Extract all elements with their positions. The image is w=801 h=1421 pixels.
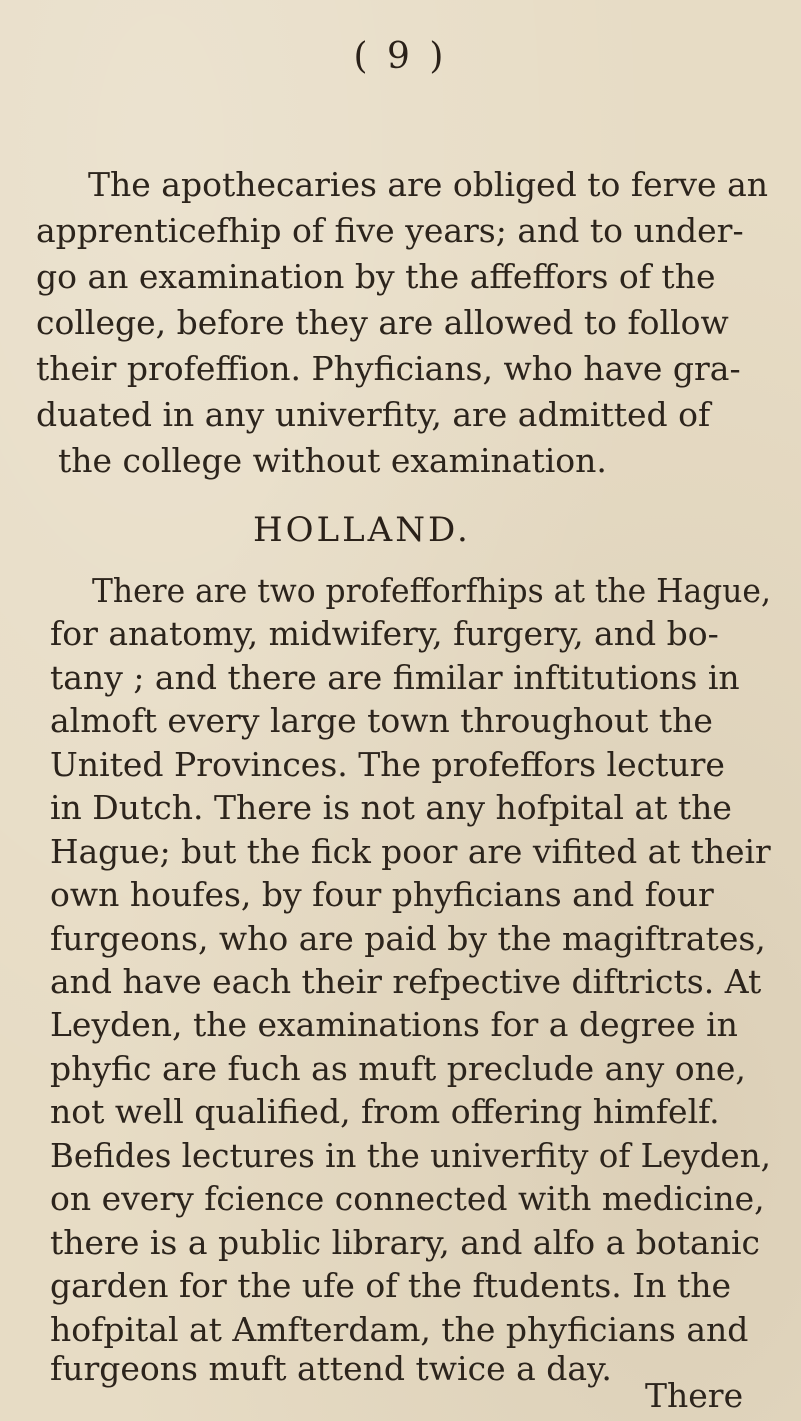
- text-line: and have each their refpective diftricts. At: [50, 962, 762, 1001]
- text-line: apprenticefhip of five years; and to under-: [36, 211, 744, 250]
- text-line: hofpital at Amfterdam, the phyficians and: [50, 1310, 749, 1349]
- text-line: duated in any univerfity, are admitted of: [36, 395, 711, 434]
- text-line: there is a public library, and alfo a botanic: [50, 1223, 760, 1262]
- text-line: garden for the ufe of the ftudents. In the: [50, 1266, 732, 1305]
- text-line: Hague; but the fick poor are vifited at their: [50, 832, 771, 871]
- catchword: There: [645, 1376, 744, 1415]
- text-line: Leyden, the examinations for a degree in: [50, 1005, 738, 1044]
- text-line: go an examination by the affeffors of the: [36, 257, 716, 296]
- text-line: on every fcience connected with medicine,: [50, 1179, 765, 1218]
- text-line: furgeons, who are paid by the magiftrates,: [50, 919, 766, 958]
- text-line: own houfes, by four phyficians and four: [50, 875, 714, 914]
- text-line: tany ; and there are fimilar inftitutions in: [50, 658, 740, 697]
- text-line: their profeffion. Phyficians, who have gra-: [36, 349, 741, 388]
- text-line: Befides lectures in the univerfity of Leyden,: [50, 1136, 771, 1175]
- text-line: United Provinces. The profeffors lecture: [50, 745, 725, 784]
- text-line: There are two profefforfhips at the Hague,: [92, 571, 771, 610]
- text-line: college, before they are allowed to follow: [36, 303, 729, 342]
- text-line: for anatomy, midwifery, furgery, and bo-: [50, 614, 719, 653]
- text-line: furgeons muft attend twice a day.: [50, 1349, 612, 1388]
- text-line: The apothecaries are obliged to ferve an: [88, 165, 768, 204]
- text-line: in Dutch. There is not any hofpital at the: [50, 788, 732, 827]
- page-number: ( 9 ): [353, 36, 448, 77]
- section-heading: HOLLAND.: [253, 510, 471, 550]
- text-line: not well qualified, from offering himfelf.: [50, 1092, 720, 1131]
- text-line: the college without examination.: [58, 441, 607, 480]
- text-line: almoft every large town throughout the: [50, 701, 713, 740]
- text-line: phyfic are fuch as muft preclude any one,: [50, 1049, 746, 1088]
